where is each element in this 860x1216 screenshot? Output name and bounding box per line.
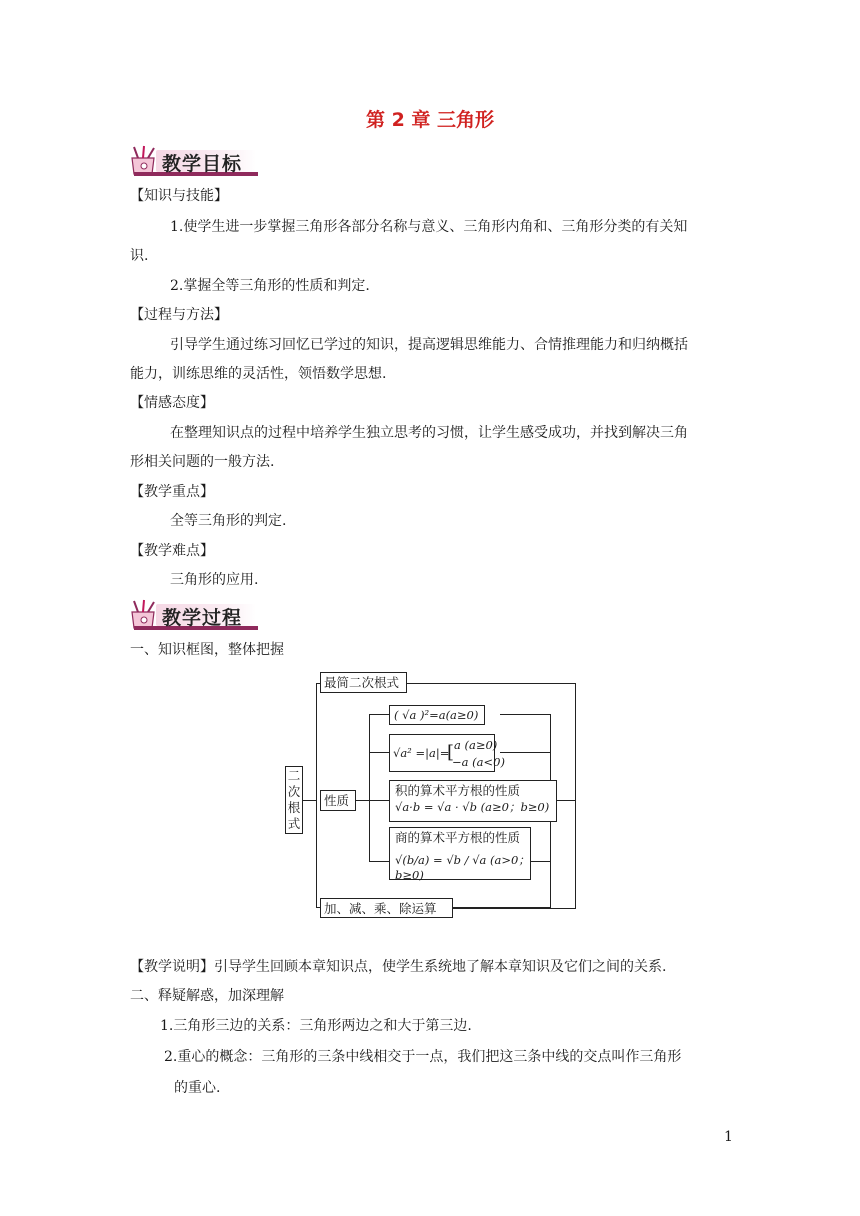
attitude-heading: 【情感态度】 [130,395,214,411]
property-box [320,790,356,811]
difficulty-heading: 【教学难点】 [130,543,214,559]
operations-label: 加、减、乘、除运算 [324,901,437,916]
quotient-rule-formula: √(b/a) = √b / √a (a>0；b≥0) [395,853,530,882]
triangle-sides-item: 1.三角形三边的关系：三角形两边之和大于第三边. [160,1018,472,1034]
root-of-square-box [389,734,505,772]
centroid-item-line2: 的重心. [174,1080,221,1096]
root-char: 根 [287,800,301,815]
simplest-radical-box [320,672,407,693]
quotient-rule-title: 商的算术平方根的性质 [395,830,521,845]
simplest-radical-label: 最简二次根式 [324,675,400,690]
chapter-title: 第 2 章 三角形 [365,109,495,131]
root-char: 次 [287,784,301,799]
root-char: 式 [287,816,301,831]
operations-box [320,898,453,918]
key-heading: 【教学重点】 [130,484,214,500]
property-label: 性质 [324,793,350,808]
attitude-line2: 形相关问题的一般方法. [130,454,275,470]
process-banner-label: 教学过程 [162,607,243,629]
square-of-root-box [389,705,485,725]
root-char: 二 [287,768,301,783]
teaching-explanation: 【教学说明】引导学生回顾本章知识点，使学生系统地了解本章知识及它们之间的关系. [130,959,667,975]
knowledge-2: 2.掌握全等三角形的性质和判定. [170,278,370,294]
objectives-banner [126,144,266,180]
objectives-banner-label: 教学目标 [162,153,243,175]
knowledge-1-line2: 识. [130,248,149,264]
process-line2: 能力，训练思维的灵活性，领悟数学思想. [130,366,387,382]
section-1-heading: 一、知识框图，整体把握 [130,642,284,658]
key-text: 全等三角形的判定. [170,513,287,529]
quotient-rule-box [389,827,531,880]
product-rule-formula: √a·b = √a · √b (a≥0；b≥0) [395,800,550,814]
centroid-item-line1: 2.重心的概念：三角形的三条中线相交于一点，我们把这三条中线的交点叫作三角形 [164,1049,682,1065]
brace-glyph: [ [447,742,455,763]
attitude-line1: 在整理知识点的过程中培养学生独立思考的习惯，让学生感受成功，并找到解决三角 [170,425,688,441]
difficulty-text: 三角形的应用. [170,572,259,588]
product-rule-title: 积的算术平方根的性质 [395,783,521,798]
product-rule-box [389,780,557,822]
root-of-square-lhs: √a² =|a|= [393,746,450,760]
knowledge-heading: 【知识与技能】 [130,188,228,204]
process-banner [126,598,266,634]
root-node-box [285,766,303,834]
process-heading: 【过程与方法】 [130,307,228,323]
process-line1: 引导学生通过练习回忆已学过的知识，提高逻辑思维能力、合情推理能力和归纳概括 [170,337,688,353]
case-negative: −a (a<0) [452,755,505,769]
knowledge-1-line1: 1.使学生进一步掌握三角形各部分名称与意义、三角形内角和、三角形分类的有关知 [170,219,688,235]
section-2-heading: 二、释疑解惑，加深理解 [130,988,284,1004]
case-nonnegative: a (a≥0) [454,738,498,752]
page-number: 1 [724,1129,733,1145]
square-of-root-formula: ( √a )²=a(a≥0) [394,708,479,722]
